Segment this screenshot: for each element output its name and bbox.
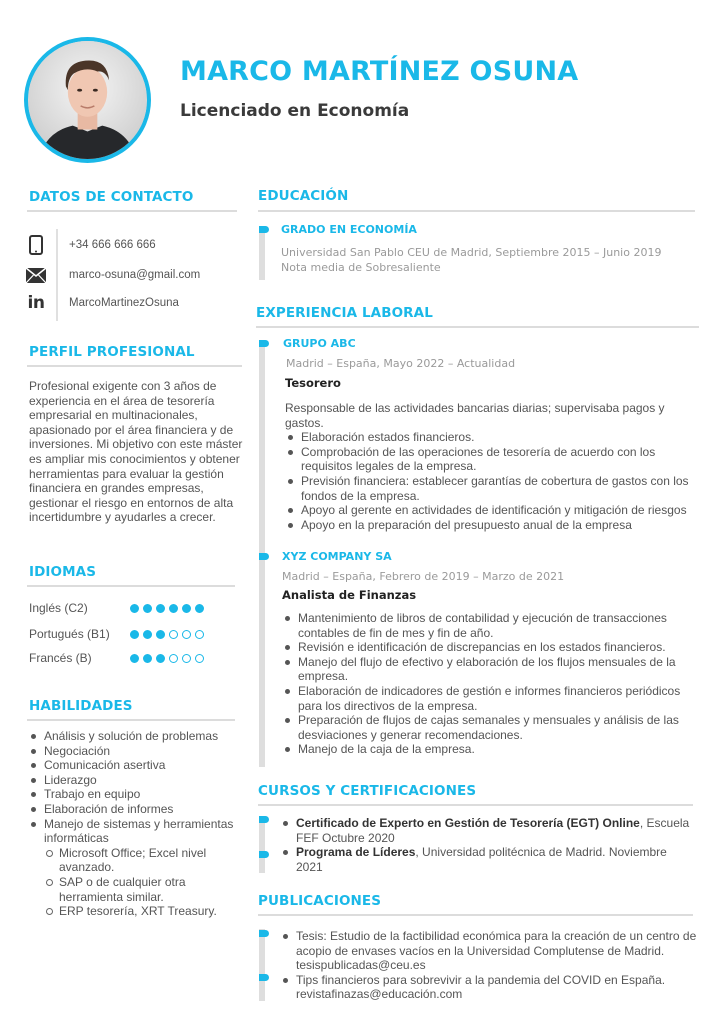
education-marker-icon xyxy=(259,226,269,233)
job-1-bullet: Elaboración estados financieros. xyxy=(285,430,695,445)
education-institution: Universidad San Pablo CEU de Madrid, Septiembre 2015 – Junio 2019 xyxy=(281,246,662,259)
level-dot-empty-icon xyxy=(169,630,178,639)
job-2-bullet: Revisión e identificación de discrepancias en los estados financieros. xyxy=(282,640,697,655)
publications-heading: PUBLICACIONES xyxy=(258,893,382,909)
email-address[interactable]: marco-osuna@gmail.com xyxy=(69,269,201,281)
contact-rule xyxy=(27,210,237,212)
skill-item: Elaboración de informes xyxy=(29,802,244,817)
courses-rule xyxy=(258,804,693,806)
courses-timeline-bar xyxy=(259,818,265,873)
skills-list xyxy=(29,729,244,919)
course-item xyxy=(280,816,695,845)
language-row xyxy=(29,598,229,618)
level-dot-empty-icon xyxy=(182,654,191,663)
level-dot-empty-icon xyxy=(195,654,204,663)
level-dot-filled-icon xyxy=(143,630,152,639)
job-1-bullet: Previsión financiera: establecer garantías de cobertura de gastos con los fondos de la empresa. xyxy=(285,474,695,503)
level-dot-filled-icon xyxy=(130,654,139,663)
publications-rule xyxy=(258,914,693,916)
job-1-bullet: Apoyo en la preparación del presupuesto anual de la empresa xyxy=(285,518,695,533)
course-details: , Escuela FEF Octubre 2020 xyxy=(296,816,690,845)
job-1-company: GRUPO ABC xyxy=(283,337,356,350)
language-label: Portugués (B1) xyxy=(29,627,110,641)
skill-item: Análisis y solución de problemas xyxy=(29,729,244,744)
skills-heading: HABILIDADES xyxy=(29,698,133,714)
job-2-bullet: Mantenimiento de libros de contabilidad y ejecución de transacciones contables de fin de mes y fin de año. xyxy=(282,611,697,640)
level-dot-empty-icon xyxy=(195,630,204,639)
level-dot-empty-icon xyxy=(182,630,191,639)
contact-phone xyxy=(26,234,236,256)
language-level-rating xyxy=(130,630,204,639)
profile-photo xyxy=(24,37,151,163)
languages-rule xyxy=(27,585,235,587)
course-name: Programa de Líderes xyxy=(296,845,416,860)
course-name: Certificado de Experto en Gestión de Tesorería (EGT) Online xyxy=(296,816,640,830)
linkedin-icon-glyph: in xyxy=(27,292,45,313)
skill-subitem: Microsoft Office; Excel nivel avanzado. xyxy=(44,846,244,875)
publication-1-marker-icon xyxy=(259,930,269,937)
publication-item: Tips financieros para sobrevivir a la pandemia del COVID en España. revistafinazas@educación.com xyxy=(280,973,700,1002)
job-2-bullet: Preparación de flujos de cajas semanales y mensuales y análisis de las desviaciones y generar recomendaciones. xyxy=(282,713,697,742)
person-portrait-icon xyxy=(28,41,147,159)
skill-item: Comunicación asertiva xyxy=(29,758,244,773)
course-item xyxy=(280,845,695,874)
job-2-company: XYZ COMPANY SA xyxy=(282,550,392,563)
level-dot-filled-icon xyxy=(156,604,165,613)
level-dot-filled-icon xyxy=(143,654,152,663)
language-label: Inglés (C2) xyxy=(29,601,88,615)
linkedin-icon xyxy=(26,293,46,313)
skills-rule xyxy=(27,719,235,721)
mail-icon xyxy=(26,265,46,285)
profile-text: Profesional exigente con 3 años de experiencia en el área de tesorería empresarial en multinacionales, apasionado por el área financiera y de inversiones. Mi objetivo con este máster es ampliar mis conocimientos y obtener herramientas para evaluar la gestión financiera en grandes empresas, gestionar el riesgo en entornos de alta incertidumbre y ayudarles a crecer. xyxy=(29,379,243,525)
level-dot-filled-icon xyxy=(169,604,178,613)
job-1-details xyxy=(285,401,695,532)
level-dot-empty-icon xyxy=(169,654,178,663)
job-2-details xyxy=(282,611,697,757)
experience-rule xyxy=(256,326,699,328)
languages-heading: IDIOMAS xyxy=(29,564,97,580)
job-2-bullet: Manejo del flujo de efectivo y elaboración de los flujos mensuales de la empresa. xyxy=(282,655,697,684)
skill-item: Liderazgo xyxy=(29,773,244,788)
job-2-role: Analista de Finanzas xyxy=(282,588,417,602)
job-1-summary: Responsable de las actividades bancarias diarias; supervisaba pagos y gastos. xyxy=(285,401,665,430)
course-details: , Universidad politécnica de Madrid. Noviembre 2021 xyxy=(296,845,667,874)
profile-heading: PERFIL PROFESIONAL xyxy=(29,344,195,360)
education-rule xyxy=(258,210,695,212)
courses-list xyxy=(280,816,695,874)
candidate-title: Licenciado en Economía xyxy=(180,101,410,121)
contact-heading: DATOS DE CONTACTO xyxy=(29,189,194,205)
profile-rule xyxy=(27,365,242,367)
skill-item: Trabajo en equipo xyxy=(29,787,244,802)
job-2-bullet: Manejo de la caja de la empresa. xyxy=(282,742,697,757)
experience-heading: EXPERIENCIA LABORAL xyxy=(256,305,433,321)
language-level-rating xyxy=(130,604,204,613)
publications-list xyxy=(280,929,700,1002)
skill-subitem: SAP o de cualquier otra herramienta similar. xyxy=(44,875,244,904)
job-2-meta: Madrid – España, Febrero de 2019 – Marzo de 2021 xyxy=(282,570,565,583)
contact-email xyxy=(26,264,236,286)
skill-item: Negociación xyxy=(29,744,244,759)
education-timeline-bar xyxy=(259,232,265,280)
course-1-marker-icon xyxy=(259,816,269,823)
contact-linkedin xyxy=(26,292,236,314)
education-grade: Nota media de Sobresaliente xyxy=(281,261,441,274)
job-1-marker-icon xyxy=(259,340,269,347)
level-dot-filled-icon xyxy=(143,604,152,613)
level-dot-filled-icon xyxy=(195,604,204,613)
course-2-marker-icon xyxy=(259,851,269,858)
skill-subitem: ERP tesorería, XRT Treasury. xyxy=(44,904,244,919)
level-dot-filled-icon xyxy=(130,630,139,639)
publication-item: Tesis: Estudio de la factibilidad económica para la creación de un centro de acopio de envases vacíos en la Universidad Complutense de Madrid. tesispublicadas@ceu.es xyxy=(280,929,700,973)
phone-number[interactable]: +34 666 666 666 xyxy=(69,239,156,251)
language-level-rating xyxy=(130,654,204,663)
linkedin-handle[interactable]: MarcoMartinezOsuna xyxy=(69,297,179,309)
level-dot-filled-icon xyxy=(156,630,165,639)
courses-heading: CURSOS Y CERTIFICACIONES xyxy=(258,783,477,799)
language-row xyxy=(29,648,229,668)
level-dot-filled-icon xyxy=(156,654,165,663)
publications-timeline-bar xyxy=(259,929,265,1001)
job-2-bullet: Elaboración de indicadores de gestión e informes financieros periódicos para los directivos de la empresa. xyxy=(282,684,697,713)
job-1-role: Tesorero xyxy=(285,376,341,390)
job-1-meta: Madrid – España, Mayo 2022 – Actualidad xyxy=(286,357,516,370)
language-row xyxy=(29,624,229,644)
phone-icon xyxy=(26,235,46,255)
candidate-name: MARCO MARTÍNEZ OSUNA xyxy=(180,56,579,87)
education-degree: GRADO EN ECONOMÍA xyxy=(281,223,417,236)
level-dot-filled-icon xyxy=(182,604,191,613)
language-label: Francés (B) xyxy=(29,651,92,665)
publication-2-marker-icon xyxy=(259,974,269,981)
level-dot-filled-icon xyxy=(130,604,139,613)
education-heading: EDUCACIÓN xyxy=(258,188,349,204)
job-2-marker-icon xyxy=(259,553,269,560)
skill-item: Manejo de sistemas y herramientas informáticas xyxy=(29,817,244,846)
job-1-bullet: Comprobación de las operaciones de tesorería de acuerdo con los requisitos legales de la empresa. xyxy=(285,445,695,474)
job-1-bullet: Apoyo al gerente en actividades de identificación y mitigación de riesgos xyxy=(285,503,695,518)
